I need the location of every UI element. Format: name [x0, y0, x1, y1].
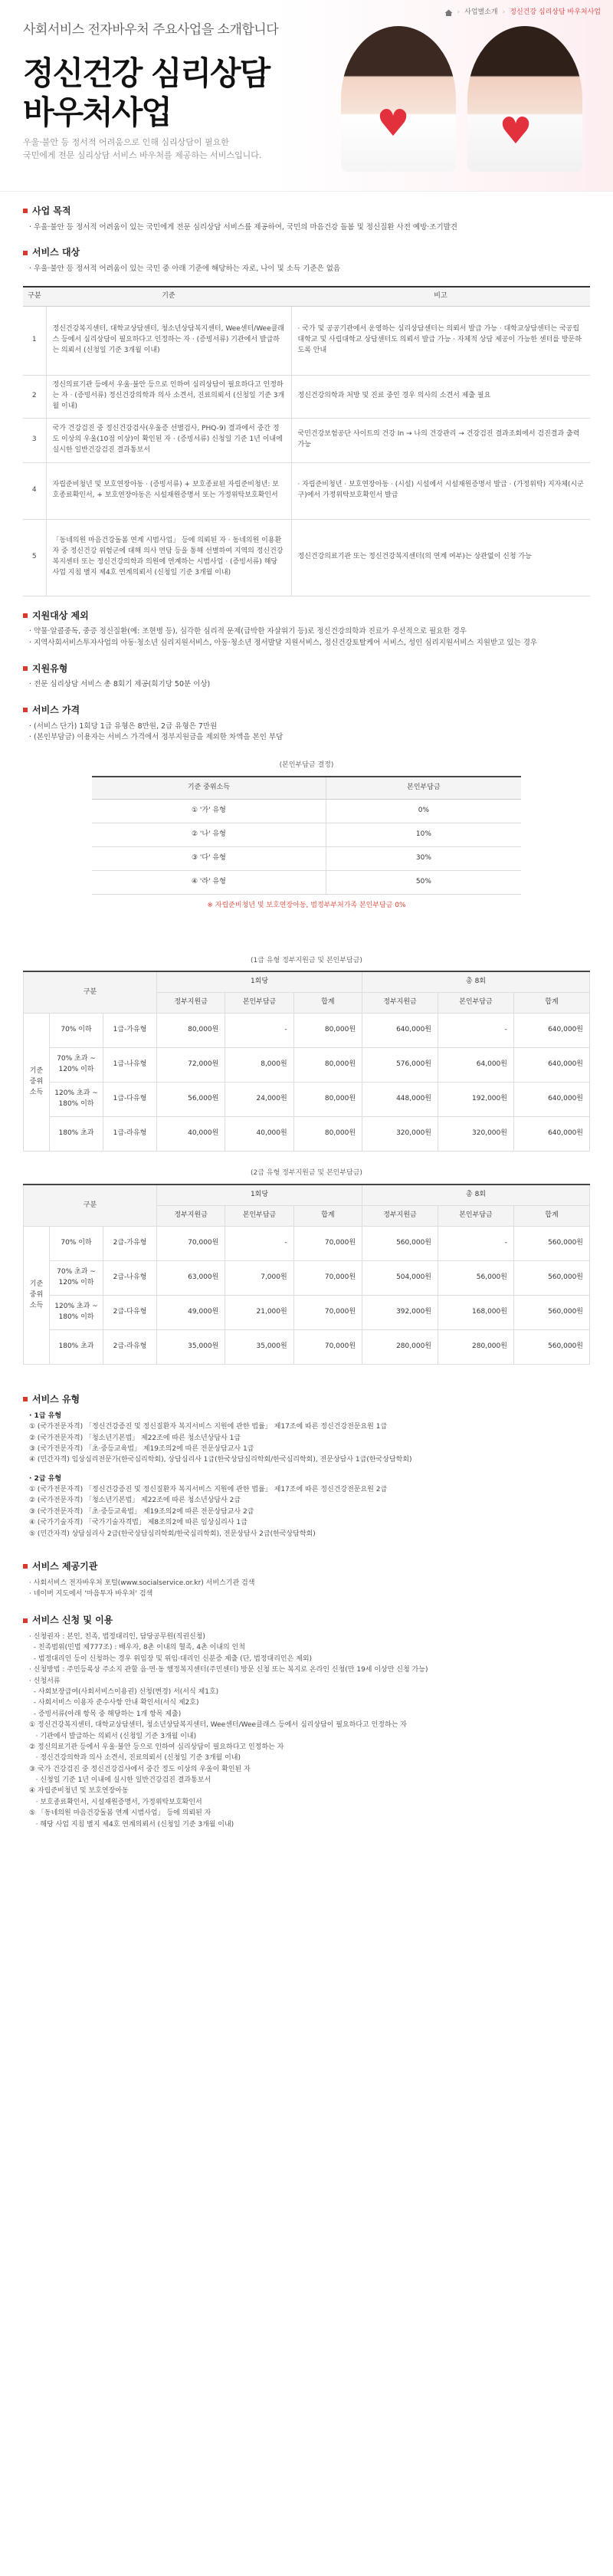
table-cell: ③ '다' 유형 [92, 846, 326, 870]
table-row [92, 823, 521, 846]
amount-cell: 320,000원 [438, 1117, 514, 1152]
bullet-square-icon [23, 251, 28, 255]
amount-cell: 64,000원 [438, 1048, 514, 1083]
breadcrumb-item[interactable]: 사업별소개 [464, 8, 498, 16]
home-icon[interactable] [445, 9, 453, 16]
table-cell: 0% [326, 799, 521, 823]
content [0, 204, 613, 1830]
amount-cell: - [438, 1014, 514, 1048]
list-item: - 친족범위(민법 제777조) : 배우자, 8촌 이내의 혈족, 4촌 이내의 인척 [29, 1644, 245, 1652]
note-cell: 정신건강의료기관 또는 정신건강복지센터(의 연계 여부)는 상관없이 신청 가능 [291, 519, 590, 596]
text-line: · (서비스 단가) 1회당 1급 유형은 8만원, 2급 유형은 7만원 [29, 721, 218, 731]
amount-cell: 576,000원 [362, 1048, 438, 1083]
table-cell: 10% [326, 823, 521, 846]
list-item: ⑤ 「동네의원 마음건강돌봄 연계 시범사업」 등에 의뢰된 자 [29, 1809, 211, 1818]
income-band-cell: 120% 초과 ~ 180% 이하 [50, 1296, 103, 1330]
hero-description [23, 136, 261, 162]
table-row [92, 870, 521, 894]
amount-cell: 40,000원 [157, 1117, 225, 1152]
table-row [23, 519, 590, 596]
grade1-amount-table [23, 971, 590, 1152]
text-line: · 지역사회서비스투자사업의 아동·청소년 심리지원서비스, 아동·청소년 정서발달 지원서비스, 정신건강토탈케어 서비스, 성인 심리지원서비스 지원받고 있는 경우 [29, 638, 538, 647]
chevron-right-icon: › [502, 8, 506, 16]
income-band-cell: 70% 이하 [50, 1227, 103, 1261]
section-heading-price [23, 703, 590, 718]
amount-cell: 504,000원 [362, 1261, 438, 1296]
text-line: · (본인부담금) 이용자는 서비스 가격에서 정부지원금을 제외한 차액을 본인 부담 [29, 733, 284, 742]
amount-cell: - [438, 1227, 514, 1261]
amount-cell: 80,000원 [293, 1014, 362, 1048]
table-row [92, 846, 521, 870]
column-header: 구분 [24, 1184, 157, 1226]
page-title-line2: 바우처사업 [23, 94, 171, 132]
income-band-cell: 180% 초과 [50, 1117, 103, 1152]
section-title: 서비스 신청 및 이용 [32, 1615, 113, 1626]
amount-cell: 72,000원 [157, 1048, 225, 1083]
list-item: - 사회서비스 이용자 준수사항 안내 확인서(서식 제2호) [29, 1699, 199, 1707]
column-header: 정부지원금 [157, 1206, 225, 1227]
column-header: 본인부담금 [326, 777, 521, 799]
table-cell: 30% [326, 846, 521, 870]
section-heading-provider [23, 1559, 590, 1574]
provider-list [23, 1574, 590, 1600]
heart-icon: ♥ [499, 110, 533, 153]
list-item: · 기관에서 발급하는 의뢰서 (신청일 기준 3개월 이내) [29, 1732, 197, 1740]
amount-cell: 80,000원 [293, 1083, 362, 1117]
bullet-square-icon [23, 613, 28, 618]
page-title [23, 54, 269, 132]
list-item: ③ (국가전문자격) 「초·중등교육법」 제19조의2에 따른 전문상담교사 1급 [29, 1444, 254, 1453]
income-band-cell: 70% 초과 ~ 120% 이하 [50, 1261, 103, 1296]
copay-note: ※ 자립준비청년 및 보호연장아동, 범정부부처가족 본인부담금 0% [207, 901, 406, 909]
amount-cell: 640,000원 [362, 1014, 438, 1048]
table-row [23, 375, 590, 418]
amount-cell: 320,000원 [362, 1117, 438, 1152]
apply-list [23, 1628, 590, 1830]
list-item: · 보호종료확인서, 시설재원증명서, 가정위탁보호확인서 [29, 1798, 202, 1806]
table-row [24, 1296, 590, 1330]
column-header: 합계 [513, 1206, 589, 1227]
row-number: 4 [23, 462, 46, 519]
column-header: 구분 [23, 287, 46, 306]
note-cell: 정신건강의학과 처방 및 진료 중인 경우 의사의 소견서 제출 필요 [291, 375, 590, 418]
bullet-square-icon [23, 666, 28, 671]
amount-cell: 80,000원 [293, 1048, 362, 1083]
list-item: · 네이버 지도에서 '마음투자 바우처' 검색 [29, 1590, 153, 1598]
row-number: 2 [23, 375, 46, 418]
table-row [24, 1014, 590, 1048]
list-item: ① 정신건강복지센터, 대학교상담센터, 청소년상담복지센터, Wee센터/Wee클래스 등에서 심리상담이 필요하다고 인정하는 자 [29, 1721, 407, 1730]
amount-cell: 80,000원 [157, 1014, 225, 1048]
column-header: 합계 [293, 1206, 362, 1227]
section-heading-service-type [23, 1392, 590, 1407]
table-row [23, 306, 590, 375]
amount-cell: 63,000원 [157, 1261, 225, 1296]
list-item: - 사회보장급여(사회서비스이용권) 신청(변경) 서(서식 제1호) [29, 1687, 219, 1696]
note-cell: 국민건강보험공단 사이트의 건강 In → 나의 건강관리 → 건강검진 결과조회에서 검진결과 출력 가능 [291, 418, 590, 462]
bullet-square-icon [23, 1397, 28, 1401]
breadcrumb [445, 8, 601, 18]
list-item: · 신청일 기준 1년 이내에 실시한 일반건강검진 결과통보서 [29, 1776, 211, 1785]
column-header: 총 8회 [362, 1184, 590, 1205]
list-item: ② (국가전문자격) 「청소년기본법」 제22조에 따른 청소년상담사 2급 [29, 1497, 241, 1505]
section-heading-purpose [23, 204, 590, 219]
amount-cell: 280,000원 [362, 1330, 438, 1365]
table-cell: 50% [326, 870, 521, 894]
woman-photo-image [341, 26, 456, 172]
column-header: 1회당 [157, 971, 362, 992]
column-header: 구분 [24, 971, 157, 1013]
income-band-cell: 120% 초과 ~ 180% 이하 [50, 1083, 103, 1117]
bullet-square-icon [23, 708, 28, 712]
amount-cell: - [225, 1227, 293, 1261]
amount-cell: 21,000원 [225, 1296, 293, 1330]
criteria-cell: 자립준비청년 및 보호연장아동 · (증빙서류) + 보호종료된 자립준비청년: 보호종료확인서, + 보호연장아동은 시설재원증명서 또는 가정위탁보호확인서 [46, 462, 291, 519]
table-cell: ② '나' 유형 [92, 823, 326, 846]
income-band-cell: 180% 초과 [50, 1330, 103, 1365]
row-number: 3 [23, 418, 46, 462]
amount-cell: 640,000원 [513, 1014, 589, 1048]
column-header: 합계 [513, 993, 589, 1014]
type-cell: 1급-다유형 [103, 1083, 157, 1117]
list-item: - 증빙서류(아래 항목 중 해당하는 1개 항목 제출) [29, 1710, 182, 1718]
table-caption: (2급 유형 정부지원금 및 본인부담금) [251, 1169, 362, 1178]
table-row [23, 462, 590, 519]
hero-subtitle: 사회서비스 전자바우처 주요사업을 소개합니다 [23, 22, 279, 38]
type-cell: 2급-라유형 [103, 1330, 157, 1365]
list-item: · 신청서류 [29, 1677, 61, 1685]
amount-cell: 70,000원 [293, 1330, 362, 1365]
income-band-cell: 70% 이하 [50, 1014, 103, 1048]
hero-desc-line1: 우울·불안 등 정서적 어려움으로 인해 심리상담이 필요한 [23, 137, 229, 147]
list-item: ② 정신의료기관 등에서 우울·불안 등으로 인하여 심리상담이 필요하다고 인정하는 자 [29, 1743, 284, 1751]
section-heading-target [23, 245, 590, 260]
amount-cell: 640,000원 [513, 1048, 589, 1083]
list-item: ③ 국가 건강검진 중 정신건강검사에서 중간 정도 이상의 우울이 확인된 자 [29, 1765, 251, 1773]
column-header: 본인부담금 [225, 993, 293, 1014]
service-type-list [23, 1407, 590, 1539]
bullet-square-icon [23, 209, 28, 213]
column-header: 본인부담금 [225, 1206, 293, 1227]
amount-cell: 8,000원 [225, 1048, 293, 1083]
note-cell: · 국가 및 공공기관에서 운영하는 심리상담센터는 의뢰서 발급 가능 · 대학교상담센터는 국공립대학교 및 사립대학교 상담센터도 의뢰서 발급 가능 · 자체적 상담 제공이 가능한 센터를 방문하도록 안내 [291, 306, 590, 375]
list-item: · 해당 사업 지침 별지 제4호 연계의뢰서 (신청일 기준 3개월 이내) [29, 1820, 234, 1829]
amount-cell: 560,000원 [513, 1227, 589, 1261]
amount-cell: 49,000원 [157, 1296, 225, 1330]
breadcrumb-current: 정신건강 심리상담 바우처사업 [510, 8, 601, 16]
amount-cell: - [225, 1014, 293, 1048]
row-number: 1 [23, 306, 46, 375]
type-cell: 2급-나유형 [103, 1261, 157, 1296]
type-cell: 2급-가유형 [103, 1227, 157, 1261]
column-header: 정부지원금 [157, 993, 225, 1014]
amount-cell: 560,000원 [362, 1227, 438, 1261]
column-header: 정부지원금 [362, 1206, 438, 1227]
type-cell: 1급-나유형 [103, 1048, 157, 1083]
table-caption: (1급 유형 정부지원금 및 본인부담금) [251, 956, 362, 964]
table-row [92, 799, 521, 823]
amount-cell: 560,000원 [513, 1330, 589, 1365]
section-heading-apply [23, 1613, 590, 1628]
criteria-cell: 국가 건강검진 중 정신건강검사(우울증 선별검사, PHQ-9) 결과에서 중간 정도 이상의 우울(10점 이상)이 확인된 자 · (증빙서류) 신청일 기준 1년 이내에 실시한 일반건강검진 결과통보서 [46, 418, 291, 462]
amount-cell: 70,000원 [157, 1227, 225, 1261]
section-title: 서비스 제공기관 [32, 1561, 98, 1572]
table-row [24, 1330, 590, 1365]
criteria-table [23, 286, 590, 596]
table-row [24, 1117, 590, 1152]
amount-cell: 192,000원 [438, 1083, 514, 1117]
section-heading-exclusion [23, 609, 590, 623]
page-title-line1: 정신건강 심리상담 [23, 54, 270, 92]
amount-cell: 560,000원 [513, 1296, 589, 1330]
amount-cell: 640,000원 [513, 1117, 589, 1152]
section-text [23, 623, 590, 649]
amount-cell: 70,000원 [293, 1261, 362, 1296]
section-heading-support-type [23, 662, 590, 676]
amount-cell: 56,000원 [157, 1083, 225, 1117]
column-header: 합계 [293, 993, 362, 1014]
table-row [24, 1048, 590, 1083]
row-group-label: 기준 중위 소득 [24, 1014, 50, 1152]
list-item: - 법정대리인 등이 신청하는 경우 위임장 및 위임·대리인 신분증 제출 (단, 법정대리인은 제외) [29, 1654, 313, 1663]
amount-cell: 56,000원 [438, 1261, 514, 1296]
type-cell: 1급-라유형 [103, 1117, 157, 1152]
note-cell: · 자립준비청년 · 보호연장아동 · (시설) 시설에서 시설재원증명서 발급 · (가정위탁) 지자체(시군구)에서 가정위탁보호확인서 발급 [291, 462, 590, 519]
heart-icon: ♥ [376, 102, 410, 145]
list-heading: · 1급 유형 [29, 1411, 62, 1420]
bullet-square-icon [23, 1618, 28, 1623]
amount-cell: 35,000원 [225, 1330, 293, 1365]
table-row [23, 418, 590, 462]
table-row [24, 1083, 590, 1117]
list-heading: · 2급 유형 [29, 1474, 62, 1483]
column-header: 비고 [291, 287, 590, 306]
section-text: · 우울·불안 등 정서적 어려움이 있는 국민 중 아래 기준에 해당하는 자로, 나이 및 소득 기준은 없음 [29, 264, 341, 273]
grade2-amount-table [23, 1184, 590, 1365]
section-title: 지원대상 제외 [32, 610, 89, 621]
column-header: 1회당 [157, 1184, 362, 1205]
amount-cell: 640,000원 [513, 1083, 589, 1117]
bullet-square-icon [23, 1564, 28, 1569]
section-title: 사업 목적 [32, 205, 71, 216]
copay-table [92, 776, 521, 895]
type-cell: 1급-가유형 [103, 1014, 157, 1048]
table-caption: (본인부담금 결정) [279, 761, 334, 769]
amount-cell: 24,000원 [225, 1083, 293, 1117]
row-number: 5 [23, 519, 46, 596]
table-cell: ① '가' 유형 [92, 799, 326, 823]
list-item: · 신청권자 : 본인, 친족, 법정대리인, 담당공무원(직권신청) [29, 1632, 205, 1641]
criteria-cell: 정신건강복지센터, 대학교상담센터, 청소년상담복지센터, Wee센터/Wee클래스 등에서 심리상담이 필요하다고 인정하는 자 · (증빙서류) 기관에서 발급하는 의뢰서 (신청일 기준 3개월 이내) [46, 306, 291, 375]
section-title: 서비스 대상 [32, 247, 80, 258]
hero-desc-line2: 국민에게 전문 심리상담 서비스 바우처를 제공하는 서비스입니다. [23, 150, 262, 160]
section-title: 지원유형 [32, 662, 68, 674]
section-text: · 전문 심리상담 서비스 총 8회기 제공(회기당 50분 이상) [29, 680, 211, 689]
column-header: 기준 중위소득 [92, 777, 326, 799]
amount-cell: 70,000원 [293, 1296, 362, 1330]
list-item: · 신청방법 : 주민등록상 주소지 관할 읍·면·동 행정복지센터(주민센터) 방문 신청 또는 복지로 온라인 신청(만 19세 이상만 신청 가능) [29, 1666, 428, 1674]
list-item[interactable]: · 사회서비스 전자바우처 포털(www.socialservice.or.kr) 서비스기관 검색 [29, 1579, 255, 1587]
amount-cell: 392,000원 [362, 1296, 438, 1330]
amount-cell: 168,000원 [438, 1296, 514, 1330]
text-line: · 약물·알콜중독, 중증 정신질환(예: 조현병 등), 심각한 심리적 문제(급박한 자살위기 등)로 정신건강의학과 진료가 우선적으로 필요한 경우 [29, 627, 467, 636]
column-header: 본인부담금 [438, 1206, 514, 1227]
section-title: 서비스 유형 [32, 1394, 80, 1405]
list-item: ⑤ (민간자격) 상담심리사 2급(한국상담심리학회/한국심리학회), 전문상담사 2급(한국상담학회) [29, 1530, 316, 1538]
section-title: 서비스 가격 [32, 704, 80, 715]
amount-cell: 448,000원 [362, 1083, 438, 1117]
amount-cell: 70,000원 [293, 1227, 362, 1261]
list-item: ④ (민간자격) 임상심리전문가(한국심리학회), 상담심리사 1급(한국상담심리학회/한국심리학회), 전문상담사 1급(한국상담학회) [29, 1456, 412, 1464]
list-item: ④ (국가기술자격) 「국가기술자격법」 제8조의2에 따른 임상심리사 1급 [29, 1519, 247, 1527]
row-group-label: 기준 중위 소득 [24, 1227, 50, 1365]
amount-cell: 80,000원 [293, 1117, 362, 1152]
column-header: 기준 [46, 287, 291, 306]
list-item: ③ (국가전문자격) 「초·중등교육법」 제19조의2에 따른 전문상담교사 2급 [29, 1507, 254, 1516]
amount-cell: 40,000원 [225, 1117, 293, 1152]
income-band-cell: 70% 초과 ~ 120% 이하 [50, 1048, 103, 1083]
amount-cell: 560,000원 [513, 1261, 589, 1296]
hero-banner [0, 0, 613, 192]
column-header: 본인부담금 [438, 993, 514, 1014]
amount-cell: 35,000원 [157, 1330, 225, 1365]
table-cell: ④ '라' 유형 [92, 870, 326, 894]
column-header: 정부지원금 [362, 993, 438, 1014]
type-cell: 2급-다유형 [103, 1296, 157, 1330]
chevron-right-icon: › [457, 8, 461, 16]
table-row [24, 1227, 590, 1261]
criteria-cell: 「동네의원 마음건강돌봄 연계 시범사업」 등에 의뢰된 자 · 동네의원 이용환자 중 정신건강 위험군에 대해 의사 면담 등을 통해 선별하여 지역의 정신건강복지센터 또는 정신건강의학과 의원에 연계하는 시범사업 · (증빙서류) 해당 사업 지침 별지 제4호 연계의뢰서 (신청일 기준 3개월 이내) [46, 519, 291, 596]
section-text: · 우울·불안 등 정서적 어려움이 있는 국민에게 전문 심리상담 서비스를 제공하여, 국민의 마음건강 돌봄 및 정신질환 사전 예방·조기발견 [29, 222, 457, 232]
amount-cell: 7,000원 [225, 1261, 293, 1296]
list-item: · 정신건강의학과 의사 소견서, 진료의뢰서 (신청일 기준 3개월 이내) [29, 1754, 241, 1763]
table-row [24, 1261, 590, 1296]
list-item: ② (국가전문자격) 「청소년기본법」 제22조에 따른 청소년상담사 1급 [29, 1434, 241, 1442]
criteria-cell: 정신의료기관 등에서 우울·불안 등으로 인하여 심리상담이 필요하다고 인정하는 자 · (증빙서류) 정신건강의학과 의사 소견서, 진료의뢰서 (신청일 기준 3개월 이내) [46, 375, 291, 418]
list-item: ① (국가전문자격) 「정신건강증진 및 정신질환자 복지서비스 지원에 관한 법률」 제17조에 따른 정신건강전문요원 1급 [29, 1423, 388, 1431]
list-item: ① (국가전문자격) 「정신건강증진 및 정신질환자 복지서비스 지원에 관한 법률」 제17조에 따른 정신건강전문요원 2급 [29, 1486, 388, 1494]
amount-cell: 280,000원 [438, 1330, 514, 1365]
list-item: ④ 자립준비청년 및 보호연장아동 [29, 1787, 129, 1796]
section-text [23, 718, 590, 744]
column-header: 총 8회 [362, 971, 590, 992]
